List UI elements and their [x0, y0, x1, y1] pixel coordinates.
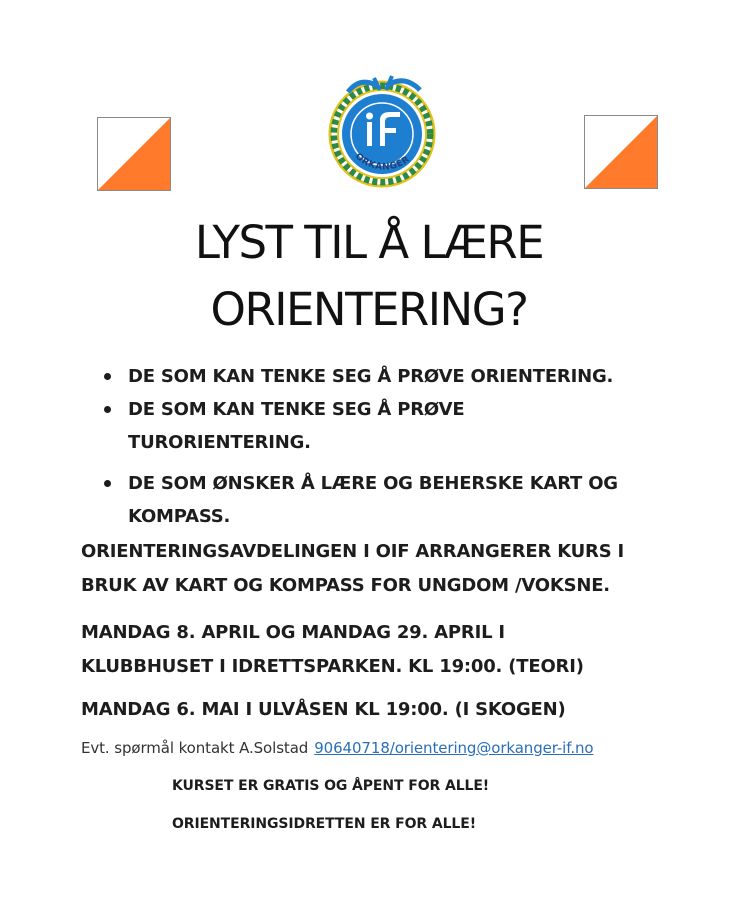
list-item: [100, 393, 700, 459]
sport-for-all-note: ORIENTERINGSIDRETTEN ER FOR ALLE!: [172, 816, 476, 832]
paragraph-line: MANDAG 8. APRIL OG MANDAG 29. APRIL I: [81, 622, 505, 643]
bullet-icon: [104, 406, 111, 413]
paragraph-line: BRUK AV KART OG KOMPASS FOR UNGDOM /VOKSNE.: [81, 575, 610, 596]
list-item-text: DE SOM ØNSKER Å LÆRE OG BEHERSKE KART OG: [128, 473, 618, 494]
orkanger-if-logo: [320, 64, 444, 190]
target-audience-list: [100, 360, 700, 533]
logo-text: ORKANGER: [352, 151, 412, 173]
list-item-text: DE SOM KAN TENKE SEG Å PRØVE: [128, 399, 465, 420]
list-item: [100, 360, 700, 393]
forest-session-info: [81, 693, 701, 727]
list-item-text: KOMPASS.: [128, 506, 231, 527]
list-item-text: TURORIENTERING.: [128, 432, 311, 453]
list-item-text: DE SOM KAN TENKE SEG Å PRØVE ORIENTERING.: [128, 366, 614, 387]
theory-session-info: [81, 616, 701, 684]
paragraph-line: MANDAG 6. MAI I ULVÅSEN KL 19:00. (I SKOGEN): [81, 699, 566, 720]
free-course-note: KURSET ER GRATIS OG ÅPENT FOR ALLE!: [172, 778, 490, 794]
bullet-icon: [104, 373, 111, 380]
contact-text: Evt. spørmål kontakt A.Solstad: [81, 739, 309, 757]
page-title-line-2: ORIENTERING?: [210, 283, 528, 336]
contact-link[interactable]: 90640718/orientering@orkanger-if.no: [314, 739, 594, 757]
page-title-line-1: LYST TIL Å LÆRE: [194, 216, 544, 269]
paragraph-line: ORIENTERINGSAVDELINGEN I OIF ARRANGERER KURS I: [81, 541, 625, 562]
bullet-icon: [104, 480, 111, 487]
list-item: [100, 467, 700, 533]
contact-line: [81, 739, 594, 757]
orienteering-flag-right-icon: [584, 115, 658, 189]
course-description: [81, 535, 701, 603]
paragraph-line: KLUBBHUSET I IDRETTSPARKEN. KL 19:00. (TEORI): [81, 656, 584, 677]
orienteering-flag-left-icon: [97, 117, 171, 191]
